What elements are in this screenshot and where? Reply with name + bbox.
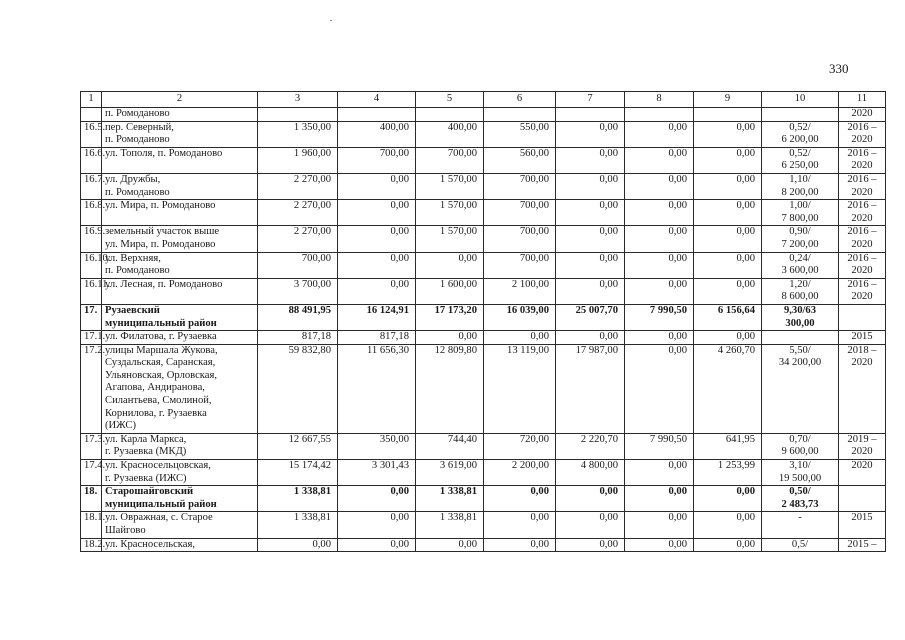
amount-cell: 0,00 bbox=[556, 200, 625, 226]
table-row bbox=[81, 486, 886, 512]
period-line: 2020 bbox=[851, 357, 873, 369]
capacity-line: 0,52/ bbox=[789, 121, 811, 133]
capacity-cell bbox=[762, 433, 839, 459]
name-line: пер. Северный, bbox=[105, 121, 174, 133]
period-line: 2015 – bbox=[847, 538, 877, 550]
name-line: Шайгово bbox=[105, 525, 146, 536]
name-line: ул. Мира, п. Ромоданово bbox=[105, 238, 216, 250]
amount-cell: 0,00 bbox=[556, 226, 625, 252]
period-line: 2020 bbox=[851, 212, 873, 224]
amount-cell bbox=[625, 108, 694, 122]
object-name-cell bbox=[102, 344, 258, 433]
name-line: Суздальская, Саранская, bbox=[105, 357, 216, 369]
amount-cell: 817,18 bbox=[258, 331, 338, 345]
capacity-line: 0,70/ bbox=[789, 433, 811, 445]
capacity-line: 9 600,00 bbox=[781, 446, 819, 458]
object-name-cell bbox=[102, 512, 258, 538]
capacity-line: 8 600,00 bbox=[781, 291, 819, 303]
amount-cell: 0,00 bbox=[556, 252, 625, 278]
period-cell bbox=[839, 200, 886, 226]
amount-cell: 1 253,99 bbox=[694, 460, 762, 486]
table-header-row bbox=[81, 92, 886, 108]
row-number-cell bbox=[81, 108, 102, 122]
capacity-cell bbox=[762, 304, 839, 330]
object-name-cell bbox=[102, 486, 258, 512]
capacity-line: 1,00/ bbox=[789, 200, 811, 212]
table-row bbox=[81, 200, 886, 226]
amount-cell: 0,00 bbox=[416, 252, 484, 278]
capacity-line: 0,5/ bbox=[791, 538, 809, 550]
capacity-line: 6 250,00 bbox=[781, 160, 819, 172]
row-number-cell: 18. bbox=[81, 486, 102, 512]
object-name-cell bbox=[102, 147, 258, 173]
name-line: ул. Тополя, п. Ромоданово bbox=[105, 147, 223, 159]
name-line: Агапова, Андиранова, bbox=[105, 382, 205, 394]
amount-cell: 3 619,00 bbox=[416, 460, 484, 486]
table-row bbox=[81, 538, 886, 552]
name-line: ул. Овражная, с. Старое bbox=[105, 512, 213, 524]
amount-cell: 0,00 bbox=[694, 278, 762, 304]
amount-cell: 7 990,50 bbox=[625, 304, 694, 330]
object-name-cell bbox=[102, 331, 258, 345]
column-header: 5 bbox=[416, 92, 484, 108]
amount-cell: 0,00 bbox=[694, 538, 762, 552]
period-line: 2020 bbox=[851, 446, 873, 458]
amount-cell: 16 124,91 bbox=[338, 304, 416, 330]
capacity-cell bbox=[762, 344, 839, 433]
capacity-cell bbox=[762, 173, 839, 199]
name-line: муниципальный район bbox=[105, 317, 217, 329]
amount-cell: 0,00 bbox=[338, 226, 416, 252]
object-name-cell bbox=[102, 460, 258, 486]
amount-cell: 1 960,00 bbox=[258, 147, 338, 173]
row-number-cell: 17.3. bbox=[81, 433, 102, 459]
amount-cell: 0,00 bbox=[556, 331, 625, 345]
page-number: 330 bbox=[829, 61, 849, 76]
amount-cell: 0,00 bbox=[625, 538, 694, 552]
amount-cell: 1 600,00 bbox=[416, 278, 484, 304]
amount-cell: 17 173,20 bbox=[416, 304, 484, 330]
capacity-line: 0,50/ bbox=[789, 486, 811, 498]
capacity-cell bbox=[762, 512, 839, 538]
amount-cell: 700,00 bbox=[484, 173, 556, 199]
amount-cell: 2 270,00 bbox=[258, 173, 338, 199]
object-name-cell bbox=[102, 200, 258, 226]
amount-cell: 0,00 bbox=[338, 538, 416, 552]
capacity-line: 6 200,00 bbox=[781, 134, 819, 146]
amount-cell: 0,00 bbox=[556, 486, 625, 512]
capacity-line: 5,50/ bbox=[789, 344, 811, 356]
amount-cell: 550,00 bbox=[484, 121, 556, 147]
object-name-cell bbox=[102, 121, 258, 147]
amount-cell: 3 700,00 bbox=[258, 278, 338, 304]
name-line: г. Рузаевка (МКД) bbox=[105, 446, 187, 458]
period-line: 2016 – bbox=[847, 278, 877, 290]
capacity-line: - bbox=[798, 512, 802, 524]
amount-cell: 0,00 bbox=[694, 486, 762, 512]
period-line: 2020 bbox=[851, 134, 873, 146]
amount-cell: 700,00 bbox=[258, 252, 338, 278]
capacity-line: 1,20/ bbox=[789, 278, 811, 290]
column-header: 11 bbox=[839, 92, 886, 108]
amount-cell: 0,00 bbox=[694, 200, 762, 226]
amount-cell: 0,00 bbox=[416, 331, 484, 345]
amount-cell: 0,00 bbox=[625, 486, 694, 512]
amount-cell: 0,00 bbox=[484, 512, 556, 538]
amount-cell: 0,00 bbox=[338, 200, 416, 226]
amount-cell: 0,00 bbox=[258, 538, 338, 552]
amount-cell: 0,00 bbox=[556, 538, 625, 552]
capacity-line: 0,52/ bbox=[789, 147, 811, 159]
period-cell bbox=[839, 121, 886, 147]
period-line: 2020 bbox=[851, 291, 873, 303]
period-cell bbox=[839, 147, 886, 173]
column-header: 9 bbox=[694, 92, 762, 108]
amount-cell: 1 338,81 bbox=[258, 512, 338, 538]
name-line: п. Ромоданово bbox=[105, 134, 170, 146]
period-line: 2015 bbox=[851, 331, 873, 343]
column-header: 8 bbox=[625, 92, 694, 108]
amount-cell: 700,00 bbox=[484, 200, 556, 226]
period-cell bbox=[839, 278, 886, 304]
capacity-cell bbox=[762, 460, 839, 486]
capacity-line: 0,90/ bbox=[789, 226, 811, 238]
period-cell bbox=[839, 173, 886, 199]
row-number-cell: 17.2. bbox=[81, 344, 102, 433]
amount-cell: 3 301,43 bbox=[338, 460, 416, 486]
object-name-cell bbox=[102, 304, 258, 330]
capacity-line: 2 483,73 bbox=[781, 498, 819, 510]
amount-cell: 2 220,70 bbox=[556, 433, 625, 459]
column-header: 1 bbox=[81, 92, 102, 108]
table-row bbox=[81, 304, 886, 330]
name-line: муниципальный район bbox=[105, 498, 217, 510]
amount-cell: 0,00 bbox=[625, 121, 694, 147]
amount-cell: 2 100,00 bbox=[484, 278, 556, 304]
amount-cell: 0,00 bbox=[416, 538, 484, 552]
amount-cell: 700,00 bbox=[484, 252, 556, 278]
capacity-line: 3 600,00 bbox=[781, 265, 819, 277]
row-number-cell: 18.2. bbox=[81, 538, 102, 552]
amount-cell: 1 338,81 bbox=[416, 486, 484, 512]
capacity-line: 7 800,00 bbox=[781, 212, 819, 224]
period-line: 2016 – bbox=[847, 121, 877, 133]
object-name-cell bbox=[102, 278, 258, 304]
amount-cell: 0,00 bbox=[556, 278, 625, 304]
row-number-cell: 16.10. bbox=[81, 252, 102, 278]
amount-cell: 59 832,80 bbox=[258, 344, 338, 433]
period-line: 2016 – bbox=[847, 173, 877, 185]
amount-cell: 0,00 bbox=[694, 226, 762, 252]
capacity-cell bbox=[762, 200, 839, 226]
object-name-cell bbox=[102, 252, 258, 278]
amount-cell bbox=[694, 108, 762, 122]
name-line: ул. Красносельцовская, bbox=[105, 460, 211, 472]
amount-cell: 0,00 bbox=[694, 147, 762, 173]
capacity-line: 0,24/ bbox=[789, 252, 811, 264]
name-line: ул. Мира, п. Ромоданово bbox=[105, 200, 216, 212]
period-line: 2020 bbox=[851, 265, 873, 277]
amount-cell: 0,00 bbox=[625, 278, 694, 304]
amount-cell bbox=[338, 108, 416, 122]
table-row bbox=[81, 173, 886, 199]
amount-cell bbox=[258, 108, 338, 122]
name-line: земельный участок выше bbox=[105, 226, 220, 238]
amount-cell: 0,00 bbox=[484, 538, 556, 552]
period-line: 2018 – bbox=[847, 344, 877, 356]
name-line: п. Ромоданово bbox=[105, 108, 170, 119]
capacity-cell bbox=[762, 538, 839, 552]
period-cell bbox=[839, 331, 886, 345]
amount-cell: 0,00 bbox=[556, 512, 625, 538]
amount-cell: 0,00 bbox=[338, 512, 416, 538]
period-cell bbox=[839, 486, 886, 512]
capacity-cell bbox=[762, 486, 839, 512]
scan-speck bbox=[330, 20, 332, 21]
amount-cell: 0,00 bbox=[556, 173, 625, 199]
amount-cell: 12 809,80 bbox=[416, 344, 484, 433]
amount-cell: 6 156,64 bbox=[694, 304, 762, 330]
amount-cell: 0,00 bbox=[338, 278, 416, 304]
capacity-cell bbox=[762, 226, 839, 252]
period-line: 2019 – bbox=[847, 433, 877, 445]
period-line: 2016 – bbox=[847, 147, 877, 159]
amount-cell: 17 987,00 bbox=[556, 344, 625, 433]
column-header: 10 bbox=[762, 92, 839, 108]
capacity-cell bbox=[762, 121, 839, 147]
name-line: ул. Дружбы, bbox=[105, 173, 161, 185]
capacity-line: 3,10/ bbox=[789, 460, 811, 472]
object-name-cell bbox=[102, 433, 258, 459]
amount-cell: 16 039,00 bbox=[484, 304, 556, 330]
amount-cell: 1 570,00 bbox=[416, 173, 484, 199]
period-line: 2016 – bbox=[847, 226, 877, 238]
object-name-cell bbox=[102, 226, 258, 252]
column-header: 7 bbox=[556, 92, 625, 108]
period-line: 2020 bbox=[851, 160, 873, 172]
amount-cell: 2 270,00 bbox=[258, 226, 338, 252]
amount-cell: 11 656,30 bbox=[338, 344, 416, 433]
capacity-line: 300,00 bbox=[785, 317, 815, 329]
period-line: 2016 – bbox=[847, 252, 877, 264]
amount-cell bbox=[484, 108, 556, 122]
table-row bbox=[81, 344, 886, 433]
amount-cell: 0,00 bbox=[625, 331, 694, 345]
name-line: (ИЖС) bbox=[105, 420, 137, 432]
amount-cell: 0,00 bbox=[625, 460, 694, 486]
name-line: Корнилова, г. Рузаевка bbox=[105, 407, 207, 419]
amount-cell: 2 270,00 bbox=[258, 200, 338, 226]
column-header: 2 bbox=[102, 92, 258, 108]
amount-cell: 560,00 bbox=[484, 147, 556, 173]
table-row bbox=[81, 226, 886, 252]
amount-cell: 700,00 bbox=[484, 226, 556, 252]
period-cell bbox=[839, 460, 886, 486]
amount-cell: 0,00 bbox=[338, 173, 416, 199]
capacity-cell bbox=[762, 278, 839, 304]
period-cell bbox=[839, 226, 886, 252]
period-line: 2020 bbox=[851, 238, 873, 250]
name-line: Силантьева, Смолиной, bbox=[105, 395, 212, 407]
amount-cell: 720,00 bbox=[484, 433, 556, 459]
table-row bbox=[81, 460, 886, 486]
column-header: 4 bbox=[338, 92, 416, 108]
amount-cell: 0,00 bbox=[556, 121, 625, 147]
amount-cell: 0,00 bbox=[694, 173, 762, 199]
name-line: г. Рузаевка (ИЖС) bbox=[105, 472, 187, 484]
period-cell bbox=[839, 512, 886, 538]
amount-cell: 15 174,42 bbox=[258, 460, 338, 486]
name-line: улицы Маршала Жукова, bbox=[105, 344, 218, 356]
capacity-cell bbox=[762, 331, 839, 345]
amount-cell: 0,00 bbox=[625, 147, 694, 173]
row-number-cell: 16.5. bbox=[81, 121, 102, 147]
amount-cell: 400,00 bbox=[338, 121, 416, 147]
capacity-line: 34 200,00 bbox=[778, 357, 822, 369]
capacity-line: 9,30/63 bbox=[783, 304, 817, 316]
capacity-cell bbox=[762, 252, 839, 278]
row-number-cell: 16.6. bbox=[81, 147, 102, 173]
amount-cell: 350,00 bbox=[338, 433, 416, 459]
period-line: 2016 – bbox=[847, 200, 877, 212]
amount-cell: 0,00 bbox=[694, 252, 762, 278]
capacity-line: 19 500,00 bbox=[778, 472, 822, 484]
amount-cell: 4 800,00 bbox=[556, 460, 625, 486]
row-number-cell: 16.7. bbox=[81, 173, 102, 199]
amount-cell: 0,00 bbox=[338, 486, 416, 512]
name-line: ул. Верхняя, bbox=[105, 252, 161, 264]
amount-cell bbox=[416, 108, 484, 122]
amount-cell: 641,95 bbox=[694, 433, 762, 459]
data-table bbox=[80, 91, 886, 552]
table-row bbox=[81, 512, 886, 538]
amount-cell: 2 200,00 bbox=[484, 460, 556, 486]
amount-cell: 0,00 bbox=[484, 486, 556, 512]
table-row bbox=[81, 121, 886, 147]
amount-cell bbox=[556, 108, 625, 122]
table-row bbox=[81, 331, 886, 345]
table-row bbox=[81, 278, 886, 304]
amount-cell: 0,00 bbox=[625, 344, 694, 433]
amount-cell: 817,18 bbox=[338, 331, 416, 345]
amount-cell: 1 338,81 bbox=[416, 512, 484, 538]
object-name-cell bbox=[102, 173, 258, 199]
amount-cell: 1 570,00 bbox=[416, 226, 484, 252]
amount-cell: 700,00 bbox=[416, 147, 484, 173]
capacity-line: 7 200,00 bbox=[781, 238, 819, 250]
amount-cell: 1 350,00 bbox=[258, 121, 338, 147]
amount-cell: 1 570,00 bbox=[416, 200, 484, 226]
amount-cell: 25 007,70 bbox=[556, 304, 625, 330]
row-number-cell: 17.1. bbox=[81, 331, 102, 345]
name-line: ул. Филатова, г. Рузаевка bbox=[105, 331, 217, 343]
period-cell bbox=[839, 433, 886, 459]
amount-cell: 7 990,50 bbox=[625, 433, 694, 459]
period-line: 2015 bbox=[851, 512, 873, 524]
column-header: 3 bbox=[258, 92, 338, 108]
row-number-cell: 16.9. bbox=[81, 226, 102, 252]
amount-cell: 13 119,00 bbox=[484, 344, 556, 433]
table-row bbox=[81, 433, 886, 459]
object-name-cell bbox=[102, 108, 258, 122]
row-number-cell: 16.8. bbox=[81, 200, 102, 226]
name-line: ул. Карла Маркса, bbox=[105, 433, 187, 445]
amount-cell: 0,00 bbox=[556, 147, 625, 173]
period-cell bbox=[839, 108, 886, 122]
column-header: 6 bbox=[484, 92, 556, 108]
amount-cell: 0,00 bbox=[625, 173, 694, 199]
amount-cell: 0,00 bbox=[625, 252, 694, 278]
amount-cell: 744,40 bbox=[416, 433, 484, 459]
amount-cell: 0,00 bbox=[625, 512, 694, 538]
row-number-cell: 16.11. bbox=[81, 278, 102, 304]
name-line: ул. Лесная, п. Ромоданово bbox=[105, 278, 223, 290]
table-row bbox=[81, 108, 886, 122]
period-cell bbox=[839, 252, 886, 278]
amount-cell: 700,00 bbox=[338, 147, 416, 173]
capacity-line: 8 200,00 bbox=[781, 186, 819, 198]
name-line: Ульяновская, Орловская, bbox=[105, 369, 218, 381]
name-line: Рузаевский bbox=[105, 304, 160, 316]
amount-cell: 0,00 bbox=[625, 200, 694, 226]
amount-cell: 4 260,70 bbox=[694, 344, 762, 433]
period-line: 2020 bbox=[851, 186, 873, 198]
period-cell bbox=[839, 344, 886, 433]
amount-cell: 0,00 bbox=[694, 331, 762, 345]
row-number-cell: 18.1. bbox=[81, 512, 102, 538]
name-line: Старошайговский bbox=[105, 486, 194, 498]
table-row bbox=[81, 252, 886, 278]
amount-cell: 0,00 bbox=[484, 331, 556, 345]
amount-cell: 1 338,81 bbox=[258, 486, 338, 512]
amount-cell: 0,00 bbox=[694, 121, 762, 147]
period-line: 2020 bbox=[851, 460, 873, 472]
row-number-cell: 17.4. bbox=[81, 460, 102, 486]
period-line: 2020 bbox=[851, 108, 873, 119]
name-line: п. Ромоданово bbox=[105, 186, 170, 198]
table-row bbox=[81, 147, 886, 173]
amount-cell: 0,00 bbox=[625, 226, 694, 252]
amount-cell: 0,00 bbox=[338, 252, 416, 278]
amount-cell: 12 667,55 bbox=[258, 433, 338, 459]
object-name-cell bbox=[102, 538, 258, 552]
capacity-cell bbox=[762, 108, 839, 122]
capacity-cell bbox=[762, 147, 839, 173]
name-line: п. Ромоданово bbox=[105, 265, 170, 277]
capacity-line: 1,10/ bbox=[789, 173, 811, 185]
name-line: ул. Красносельская, bbox=[105, 538, 195, 550]
amount-cell: 0,00 bbox=[694, 512, 762, 538]
amount-cell: 400,00 bbox=[416, 121, 484, 147]
period-cell bbox=[839, 304, 886, 330]
period-cell bbox=[839, 538, 886, 552]
amount-cell: 88 491,95 bbox=[258, 304, 338, 330]
row-number-cell: 17. bbox=[81, 304, 102, 330]
